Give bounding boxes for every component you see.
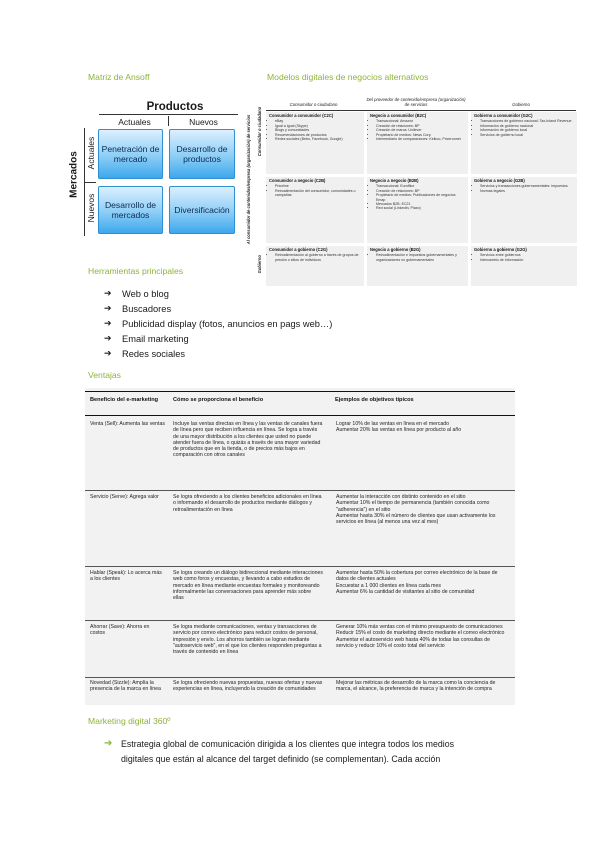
row-divider — [85, 677, 515, 678]
list-item: • Información de gobierno local — [480, 128, 574, 132]
row-divider — [85, 490, 515, 491]
list-item: • Encuestar a 1 000 clientes en línea cada mes — [336, 583, 508, 589]
row-how: Incluye las ventas directas en línea y las ventas de canales fuera de línea pero que reciben influencia en línea. Se logra a través de una mayor distribución a los clientes que usted no puede atender fuera de línea, o quizás a través de una mayor variedad de productos que en la tienda, o de precios más bajos en comparación con otros canales — [173, 421, 323, 459]
list-item: • Creación de relaciones: BP — [376, 189, 465, 193]
m360-line-2: digitales que están al alcance del target definido (se complementan). Cada acción — [121, 754, 441, 764]
ansoff-cell-penetracion: Penetración de mercado — [98, 129, 163, 179]
models-cell-title: Negocio a negocio (B2B) — [370, 178, 419, 183]
list-item: • Aumentar hasta 30% el número de clientes que usan activamente los servicios en línea (al menos una vez al mes) — [336, 513, 508, 526]
row-how: Se logra ofreciendo nuevas propuestas, nuevas ofertas y nuevas experiencias en línea, incluyendo la creación de comunidades — [173, 680, 323, 693]
list-item — [104, 348, 185, 359]
tool-label: Buscadores — [122, 303, 172, 314]
list-item: • Normas legales — [480, 189, 574, 193]
list-item: • Servicios entre gobiernos — [480, 253, 574, 257]
tool-label: Redes sociales — [122, 348, 186, 359]
list-item: • Información de gobierno nacional — [480, 124, 574, 128]
row-examples — [328, 624, 508, 674]
list-item: • Aumentar 10% el tiempo de permanencia (también conocida como "adherencia") en el sitio — [336, 500, 508, 513]
ansoff-title: Productos — [146, 101, 204, 113]
arrow-right-icon: ➔ — [104, 348, 112, 358]
arrow-right-icon: ➔ — [104, 333, 112, 343]
list-item: • Servicios y transacciones gubernamentales: impuestos — [480, 184, 574, 188]
list-item: • Aumentar 20% las ventas en línea por producto al año — [336, 427, 508, 433]
arrow-right-icon: ➔ — [104, 318, 112, 328]
list-item: • eBay — [275, 119, 361, 123]
list-item: • Transaccional: Amazon — [376, 119, 465, 123]
tool-label: Publicidad display (fotos, anuncios en pags web…) — [122, 318, 333, 329]
models-col-consumidor: Consumidor o ciudadano — [289, 102, 338, 107]
list-item: • Igual a igual (Skype) — [275, 124, 361, 128]
list-item: • Propietario de medios: News Corp — [376, 133, 465, 137]
ansoff-top-rule — [99, 114, 238, 115]
models-cell-title: Negocio a gobierno (B2G) — [370, 247, 421, 252]
models-col-proveedor: Del proveedor de contenido/empresa (organización) de servicios — [366, 97, 466, 107]
row-how: Se logra mediante comunicaciones, ventas y transacciones de servicio por correo electrónico para reducir costos de personal, impresión y envío. Los ahorros también se logran mediante "autoservicio web", en el que los clientes responden preguntas a través de contenido en línea — [173, 624, 322, 656]
list-item: • Propietario de medios: Publicaciones de negocios Emap — [376, 193, 465, 202]
models-cell-title: Negocio a consumidor (B2C) — [370, 113, 427, 118]
list-item — [104, 303, 171, 314]
table-header-beneficio: Beneficio del e-marketing — [90, 397, 159, 403]
models-cell-g2g — [471, 246, 577, 286]
list-item: • Mercados B2B: EC21 — [376, 202, 465, 206]
models-cell-c2b — [266, 177, 364, 243]
models-header-rule — [266, 110, 576, 111]
models-row-gobierno: Gobierno — [256, 255, 262, 274]
ansoff-cell-diversificacion: Diversificación — [169, 186, 235, 234]
list-item: • Generar 10% más ventas con el mismo presupuesto de comunicaciones — [336, 624, 508, 630]
heading-ventajas: Ventajas — [88, 370, 121, 380]
ansoff-row-divider — [84, 182, 96, 183]
tool-label: Web o blog — [122, 288, 169, 299]
models-cell-title: Gobierno a negocio (G2B) — [474, 178, 525, 183]
models-cell-c2c — [266, 112, 364, 174]
ansoff-cell-desarrollo-mercados: Desarrollo de mercados — [98, 186, 163, 234]
table-header-rule — [85, 415, 515, 416]
list-item: • Transacciones de gobierno nacional: Tax-Inland Revenue — [480, 119, 574, 123]
models-cell-b2b — [367, 177, 468, 243]
row-how: Se logra creando un diálogo bidireccional mediante interacciones web como foros y encuestas, y llevando a cabo estudios de mercado en línea mediante encuestas formales y monitoreando informalmente las conversaciones para aprender más sobre ellas — [173, 570, 323, 602]
list-item: • Aumentar 6% la cantidad de visitantes al sitio de comunidad — [336, 589, 508, 595]
arrow-right-icon: ➔ — [104, 303, 112, 313]
list-item: • Priceline — [275, 184, 361, 188]
models-side-axis: Al consumidor de contenidos/empresa (organización) de servicios — [245, 114, 251, 245]
list-item: • Servicios de gobierno local — [480, 133, 574, 137]
ansoff-row-nuevos: Nuevos — [86, 193, 96, 223]
ventajas-table — [85, 388, 515, 705]
list-item — [104, 318, 332, 329]
list-item: • Mejorar las métricas de desarrollo de la marca como la conciencia de marca, el alcance, la preferencia de marca y la intención de compra — [336, 680, 508, 693]
models-cell-title: Consumidor a negocio (C2B) — [269, 178, 326, 183]
list-item: • Transaccional: Euroffice — [376, 184, 465, 188]
row-benefit: Novedad (Sizzle): Amplía la presencia de la marca en línea — [90, 680, 161, 693]
list-item: • Aumentar la interacción con distinto contenido en el sitio — [336, 494, 508, 500]
list-item: • Aumentar hasta 50% la cobertura por correo electrónico de la base de datos de clientes actuales — [336, 570, 508, 583]
list-item: • Retroalimentación al gobierno a través de grupos de presión o sitios de individuos — [275, 253, 361, 262]
list-item: • Intercambio de información — [480, 258, 574, 262]
list-item — [104, 333, 189, 344]
list-item: • Creación de marca: Unilever — [376, 128, 465, 132]
list-item: • Aumentar el autoservicio web hasta 40% de todas las consultas de servicio y reducir 10% el costo total del servicio — [336, 637, 508, 650]
heading-ansoff: Matriz de Ansoff — [88, 72, 150, 82]
models-cell-g2b — [471, 177, 577, 243]
list-item — [104, 288, 169, 299]
list-item: • Blogs y comunidades — [275, 128, 361, 132]
list-item: • Redes sociales (Bebo, Facebook, Google) — [275, 137, 361, 141]
models-table — [246, 94, 577, 286]
list-item: • Reducir 15% el costo de marketing directo mediante el correo electrónico — [336, 630, 508, 636]
row-benefit: Venta (Sell): Aumenta las ventas — [90, 421, 165, 427]
table-top-rule — [85, 391, 515, 392]
models-cell-title: Gobierno a gobierno (G2G) — [474, 247, 527, 252]
table-header-ejemplos: Ejemplos de objetivos típicos — [335, 397, 414, 403]
row-divider — [85, 566, 515, 567]
heading-tools: Herramientas principales — [88, 266, 184, 276]
ansoff-col-actuales: Actuales — [118, 117, 151, 127]
models-cell-c2g — [266, 246, 364, 286]
m360-line-1: Estrategia global de comunicación dirigida a los clientes que integra todos los medios — [121, 739, 455, 749]
models-cell-g2c — [471, 112, 577, 174]
row-examples — [328, 680, 508, 704]
list-item: • Recomendaciones de productos — [275, 133, 361, 137]
ansoff-col-nuevos: Nuevos — [189, 117, 218, 127]
models-cell-title: Gobierno a consumidor (G2C) — [474, 113, 533, 118]
ansoff-cell-desarrollo-productos: Desarrollo de productos — [169, 129, 235, 179]
list-item: • Creación de relaciones: BP — [376, 124, 465, 128]
models-cell-title: Consumidor a consumidor (C2C) — [269, 113, 334, 118]
arrow-right-icon: ➔ — [104, 288, 112, 298]
list-item: • Retroalimentación del consumidor, comunidades o campañas — [275, 189, 361, 198]
tool-label: Email marketing — [122, 333, 189, 344]
ansoff-row-actuales: Actuales — [86, 136, 96, 170]
models-col-gobierno: Gobierno — [512, 102, 530, 107]
row-examples — [328, 421, 508, 487]
models-cell-title: Consumidor a gobierno (C2G) — [269, 247, 328, 252]
models-cell-b2c — [367, 112, 468, 174]
list-item: • Lograr 10% de las ventas en línea en el mercado — [336, 421, 508, 427]
table-header-como: Cómo se proporciona el beneficio — [173, 397, 264, 403]
models-row-consumidor: Consumidor o ciudadano — [256, 106, 262, 157]
row-benefit: Servicio (Serve): Agrega valor — [90, 494, 159, 500]
row-benefit: Ahorrar (Save): Ahorra en costos — [90, 624, 150, 637]
ansoff-axis-mercados: Mercados — [68, 151, 80, 198]
row-divider — [85, 620, 515, 621]
ansoff-col-divider — [168, 116, 169, 126]
list-item: • Red social (LinkedIn, Plaxo) — [376, 206, 465, 210]
row-how: Se logra ofreciendo a los clientes beneficios adicionales en línea o informando el desarrollo de productos mediante diálogos y retroalimentación en línea — [173, 494, 322, 513]
list-item: • Intermediario de comparaciones: Kelkoo, Pricerunner — [376, 137, 465, 141]
heading-models: Modelos digitales de negocios alternativos — [267, 72, 429, 82]
row-examples — [328, 494, 508, 564]
arrow-right-icon: ➔ — [104, 738, 113, 749]
row-examples — [328, 570, 508, 618]
models-cell-b2g — [367, 246, 468, 286]
heading-m360: Marketing digital 360º — [88, 716, 171, 726]
list-item: • Retroalimentación e impuestos gubernamentales y organizaciones no gubernamentales — [376, 253, 465, 262]
row-benefit: Hablar (Speak): Lo acerca más a los clientes — [90, 570, 162, 583]
